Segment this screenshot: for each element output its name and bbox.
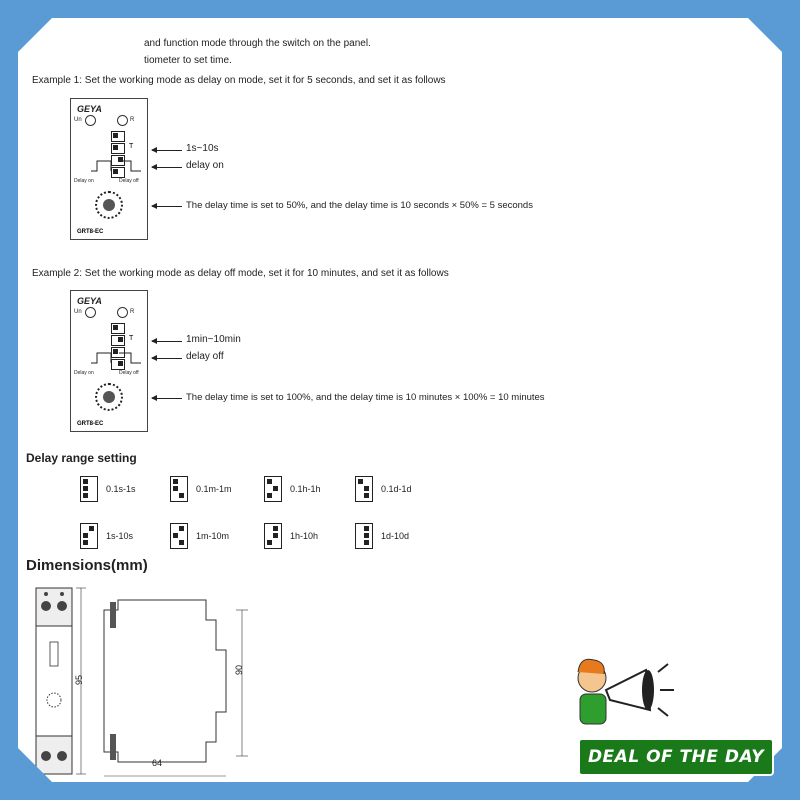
- dip-setting-icon: [355, 476, 373, 502]
- range-label: 0.1m-1m: [196, 484, 232, 494]
- example1-heading: Example 1: Set the working mode as delay on mode, set it for 5 seconds, and set it as follows: [32, 75, 446, 86]
- example1-device: [70, 98, 148, 240]
- range-item: [355, 523, 409, 549]
- intro-line-2: tiometer to set time.: [144, 55, 232, 66]
- dim-height-front: 95: [74, 674, 85, 686]
- range-label: 0.1d-1d: [381, 484, 412, 494]
- range-label: 1d-10d: [381, 531, 410, 541]
- arrow-icon: [152, 150, 182, 151]
- mode-waveform-icon: [91, 349, 141, 365]
- frame-corner: [748, 18, 782, 52]
- led-un-icon: [85, 307, 96, 318]
- range-label: 0.1h-1h: [290, 484, 321, 494]
- mode-off-label: Delay off: [119, 178, 139, 184]
- range-item: [170, 523, 229, 549]
- range-item: [80, 523, 133, 549]
- dip-setting-icon: [264, 523, 282, 549]
- dip-setting-icon: [264, 476, 282, 502]
- t-label: T: [129, 143, 134, 150]
- potentiometer-knob-icon: [95, 191, 123, 219]
- promo-label: DEAL OF THE DAY: [587, 747, 765, 767]
- range-item: [170, 476, 232, 502]
- arrow-icon: [152, 167, 182, 168]
- led-r-icon: [117, 115, 128, 126]
- dim-height-side: 90: [234, 664, 245, 676]
- dip-setting-icon: [355, 523, 373, 549]
- frame-corner: [18, 748, 52, 782]
- example1-mode-annotation: delay on: [186, 160, 224, 171]
- example2-heading: Example 2: Set the working mode as delay off mode, set it for 10 minutes, and set it as follows: [32, 268, 449, 279]
- range-item: [355, 476, 412, 502]
- arrow-icon: [152, 341, 182, 342]
- dimensions-title: Dimensions(mm): [26, 557, 148, 574]
- delay-range-title: Delay range setting: [26, 451, 137, 465]
- frame-corner: [18, 18, 52, 52]
- dimension-drawing: [26, 580, 276, 782]
- arrow-icon: [152, 206, 182, 207]
- device-model: GRT8-EC: [77, 229, 104, 235]
- example2-mode-annotation: delay off: [186, 351, 224, 362]
- led-un-label: Un: [74, 309, 82, 315]
- mode-off-label: Delay off: [119, 370, 139, 376]
- dim-width-side: 64: [152, 758, 163, 768]
- led-un-label: Un: [74, 117, 82, 123]
- dip-setting-icon: [170, 476, 188, 502]
- led-r-icon: [117, 307, 128, 318]
- range-label: 1m-10m: [196, 531, 230, 541]
- t-label: T: [129, 335, 134, 342]
- range-item: [264, 476, 321, 502]
- range-item: [80, 476, 136, 502]
- example2-range-annotation: 1min~10min: [186, 334, 241, 345]
- example1-time-annotation: The delay time is set to 50%, and the delay time is 10 seconds × 50% = 5 seconds: [186, 200, 533, 211]
- led-un-icon: [85, 115, 96, 126]
- deal-of-the-day-badge[interactable]: [578, 738, 774, 776]
- arrow-icon: [152, 398, 182, 399]
- device-brand: GEYA: [77, 104, 102, 114]
- example2-device: [70, 290, 148, 432]
- potentiometer-knob-icon: [95, 383, 123, 411]
- mode-on-label: Delay on: [74, 370, 94, 376]
- led-r-label: R: [130, 309, 135, 315]
- dip-setting-icon: [170, 523, 188, 549]
- example1-range-annotation: 1s~10s: [186, 143, 219, 154]
- device-brand: GEYA: [77, 296, 102, 306]
- dip-setting-icon: [80, 476, 98, 502]
- intro-line-1: and function mode through the switch on the panel.: [144, 38, 371, 49]
- range-label: 1s-10s: [106, 531, 134, 541]
- example2-time-annotation: The delay time is set to 100%, and the delay time is 10 minutes × 100% = 10 minutes: [186, 392, 545, 403]
- device-model: GRT8-EC: [77, 421, 104, 427]
- arrow-icon: [152, 358, 182, 359]
- led-r-label: R: [130, 117, 135, 123]
- dip-setting-icon: [80, 523, 98, 549]
- megaphone-mascot-icon: [560, 650, 680, 740]
- range-label: 0.1s-1s: [106, 484, 136, 494]
- mode-waveform-icon: [91, 157, 141, 173]
- range-label: 1h-10h: [290, 531, 319, 541]
- mode-on-label: Delay on: [74, 178, 94, 184]
- range-item: [264, 523, 318, 549]
